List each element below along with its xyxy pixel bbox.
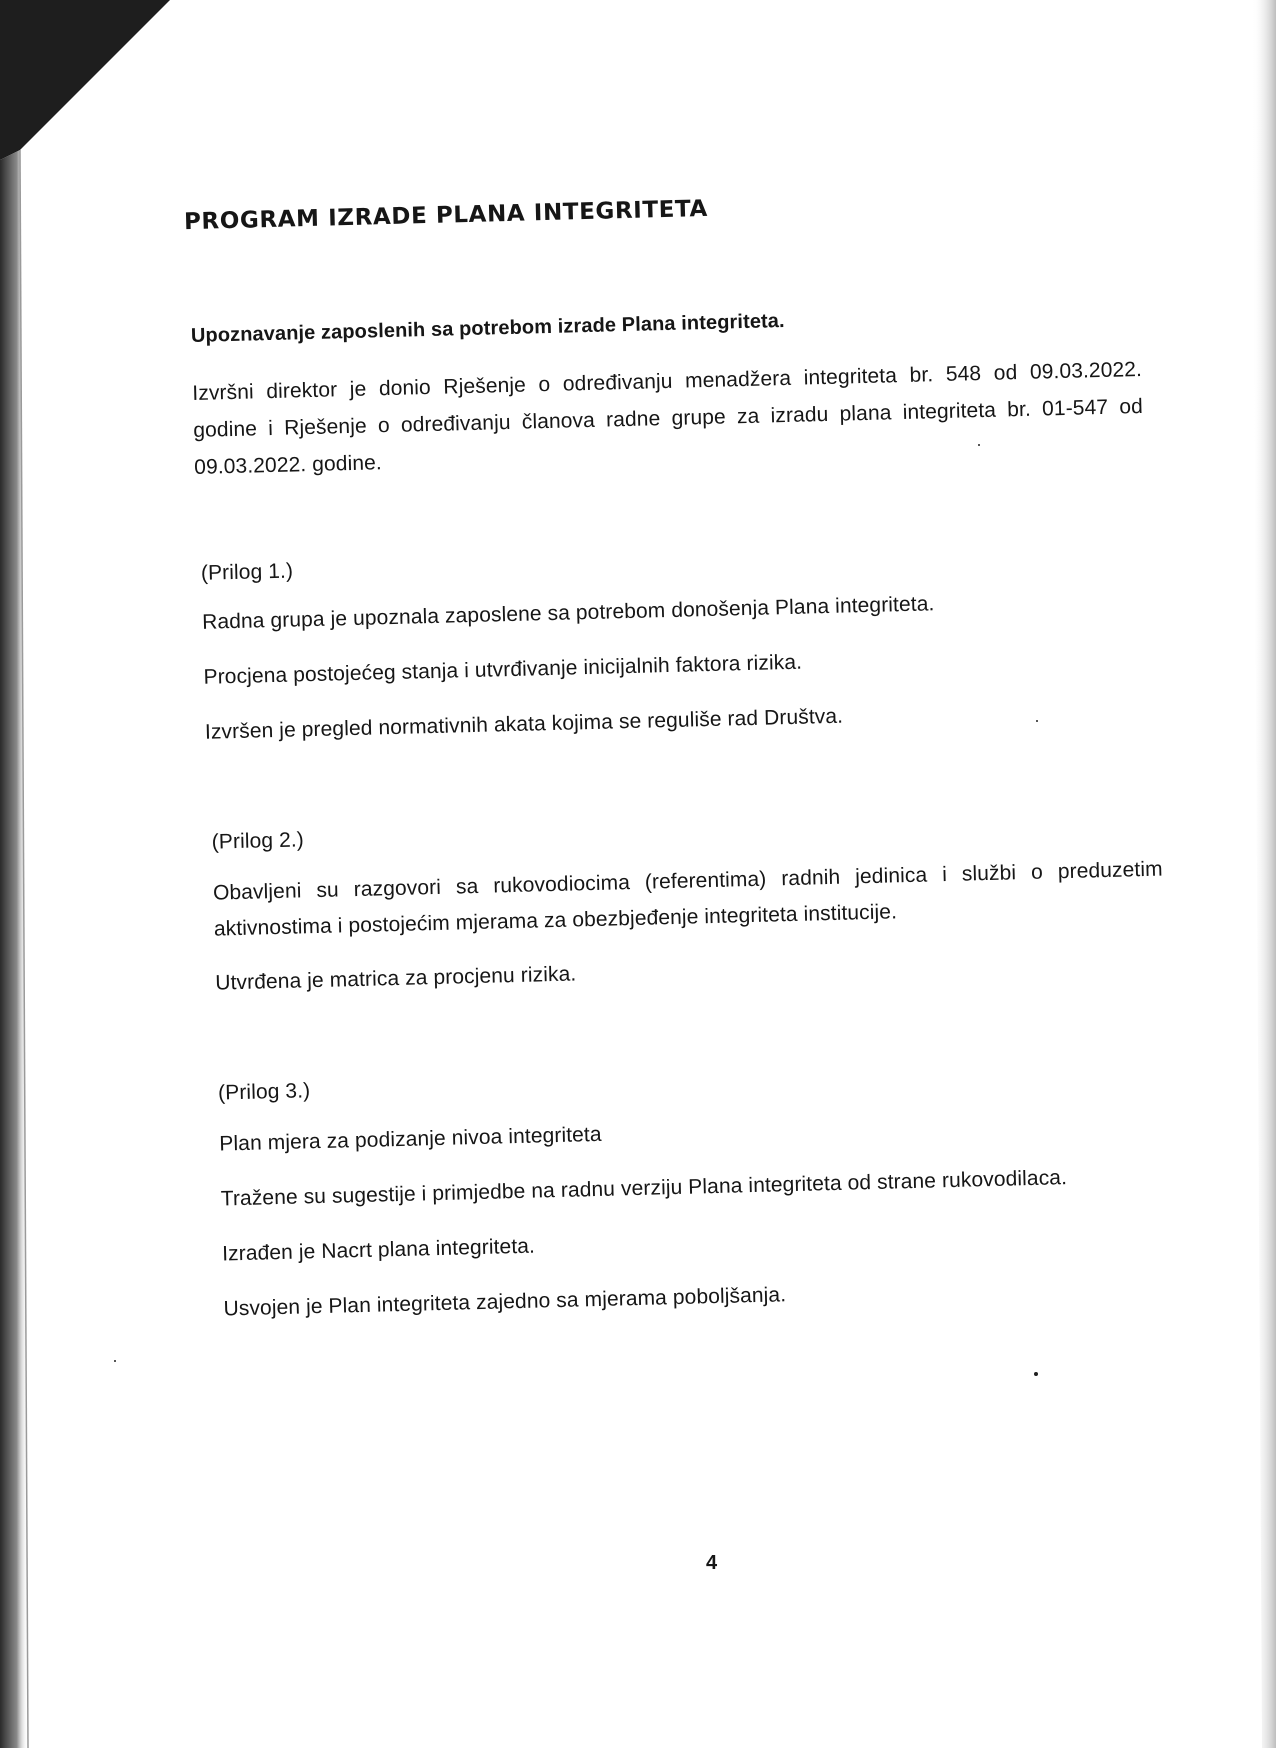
word: razgovori xyxy=(353,875,442,902)
section-heading: Upoznavanje zaposlenih sa potrebom izrade Plana integriteta. xyxy=(190,309,785,348)
word: za xyxy=(736,404,760,429)
scan-speck xyxy=(978,444,980,446)
word: radnih xyxy=(781,865,841,891)
page-number: 4 xyxy=(706,1552,718,1574)
text-procjena: Procjena postojećeg stanja i utvrđivanje inicijalnih faktora rizika. xyxy=(203,650,803,689)
word: određivanju xyxy=(562,369,673,396)
word: o xyxy=(377,414,390,438)
text-sugestije: Tražene su sugestije i primjedbe na radnu verziju Plana integriteta od strane rukovodilaca. xyxy=(220,1166,1068,1211)
word: su xyxy=(316,878,340,903)
word: od xyxy=(993,361,1018,385)
word: preduzetim xyxy=(1057,857,1163,884)
paragraph-2-line-1 xyxy=(213,856,1163,908)
attachment-3-label: (Prilog 3.) xyxy=(217,1079,311,1105)
word: sa xyxy=(455,874,479,899)
paragraph-2-line-2: aktivnostima i postojećim mjerama za obezbjeđenje integriteta institucije. xyxy=(213,900,898,941)
word: integriteta xyxy=(803,364,898,390)
text-usvojen: Usvojen je Plan integriteta zajedno sa mjerama poboljšanja. xyxy=(223,1283,787,1321)
word: direktor xyxy=(266,378,338,404)
word: 548 xyxy=(945,362,982,386)
word: Rješenje xyxy=(443,373,527,399)
text-matrica: Utvrđena je matrica za procjenu rizika. xyxy=(215,962,577,995)
word: od xyxy=(1119,394,1144,419)
word: godine xyxy=(193,417,258,442)
scan-speck xyxy=(1034,1372,1038,1376)
word: službi xyxy=(961,861,1017,886)
word: rukovodiocima xyxy=(492,871,631,898)
word: članova xyxy=(521,408,596,434)
paragraph-1-line-3: 09.03.2022. godine. xyxy=(193,451,383,479)
text-pregled: Izvršen je pregled normativnih akata kojima se reguliše rad Društva. xyxy=(204,704,844,744)
word: određivanju xyxy=(400,410,511,437)
word: donio xyxy=(378,375,432,401)
word: Izvršni xyxy=(192,380,255,405)
word: integriteta xyxy=(902,398,997,425)
word: grupe xyxy=(671,405,727,430)
word: o xyxy=(1030,860,1044,884)
word: Obavljeni xyxy=(212,879,302,905)
word: 01-547 xyxy=(1041,395,1109,421)
word: i xyxy=(941,863,948,887)
word: (referentima) xyxy=(644,867,767,894)
attachment-1-label: (Prilog 1.) xyxy=(200,559,294,585)
scan-speck xyxy=(114,1360,116,1362)
word: Rješenje xyxy=(283,414,367,440)
word: je xyxy=(349,377,367,402)
scan-speck xyxy=(1036,720,1038,722)
word: plana xyxy=(839,401,892,426)
text-plan-mjera: Plan mjera za podizanje nivoa integriteta xyxy=(219,1122,602,1156)
word: jedinica xyxy=(854,863,928,889)
word: radne xyxy=(605,407,661,432)
attachment-2-label: (Prilog 2.) xyxy=(211,828,305,854)
word: izradu xyxy=(770,402,829,428)
word: i xyxy=(267,416,274,441)
word: br. xyxy=(909,363,934,387)
document-title: PROGRAM IZRADE PLANA INTEGRITETA xyxy=(183,195,709,236)
text-radna-grupa: Radna grupa je upoznala zaposlene sa potrebom donošenja Plana integriteta. xyxy=(201,592,935,634)
word: o xyxy=(538,372,551,397)
word: menadžera xyxy=(684,366,792,393)
word: br. xyxy=(1006,397,1032,422)
text-nacrt: Izrađen je Nacrt plana integriteta. xyxy=(221,1234,536,1266)
word: 09.03.2022. xyxy=(1029,357,1143,384)
